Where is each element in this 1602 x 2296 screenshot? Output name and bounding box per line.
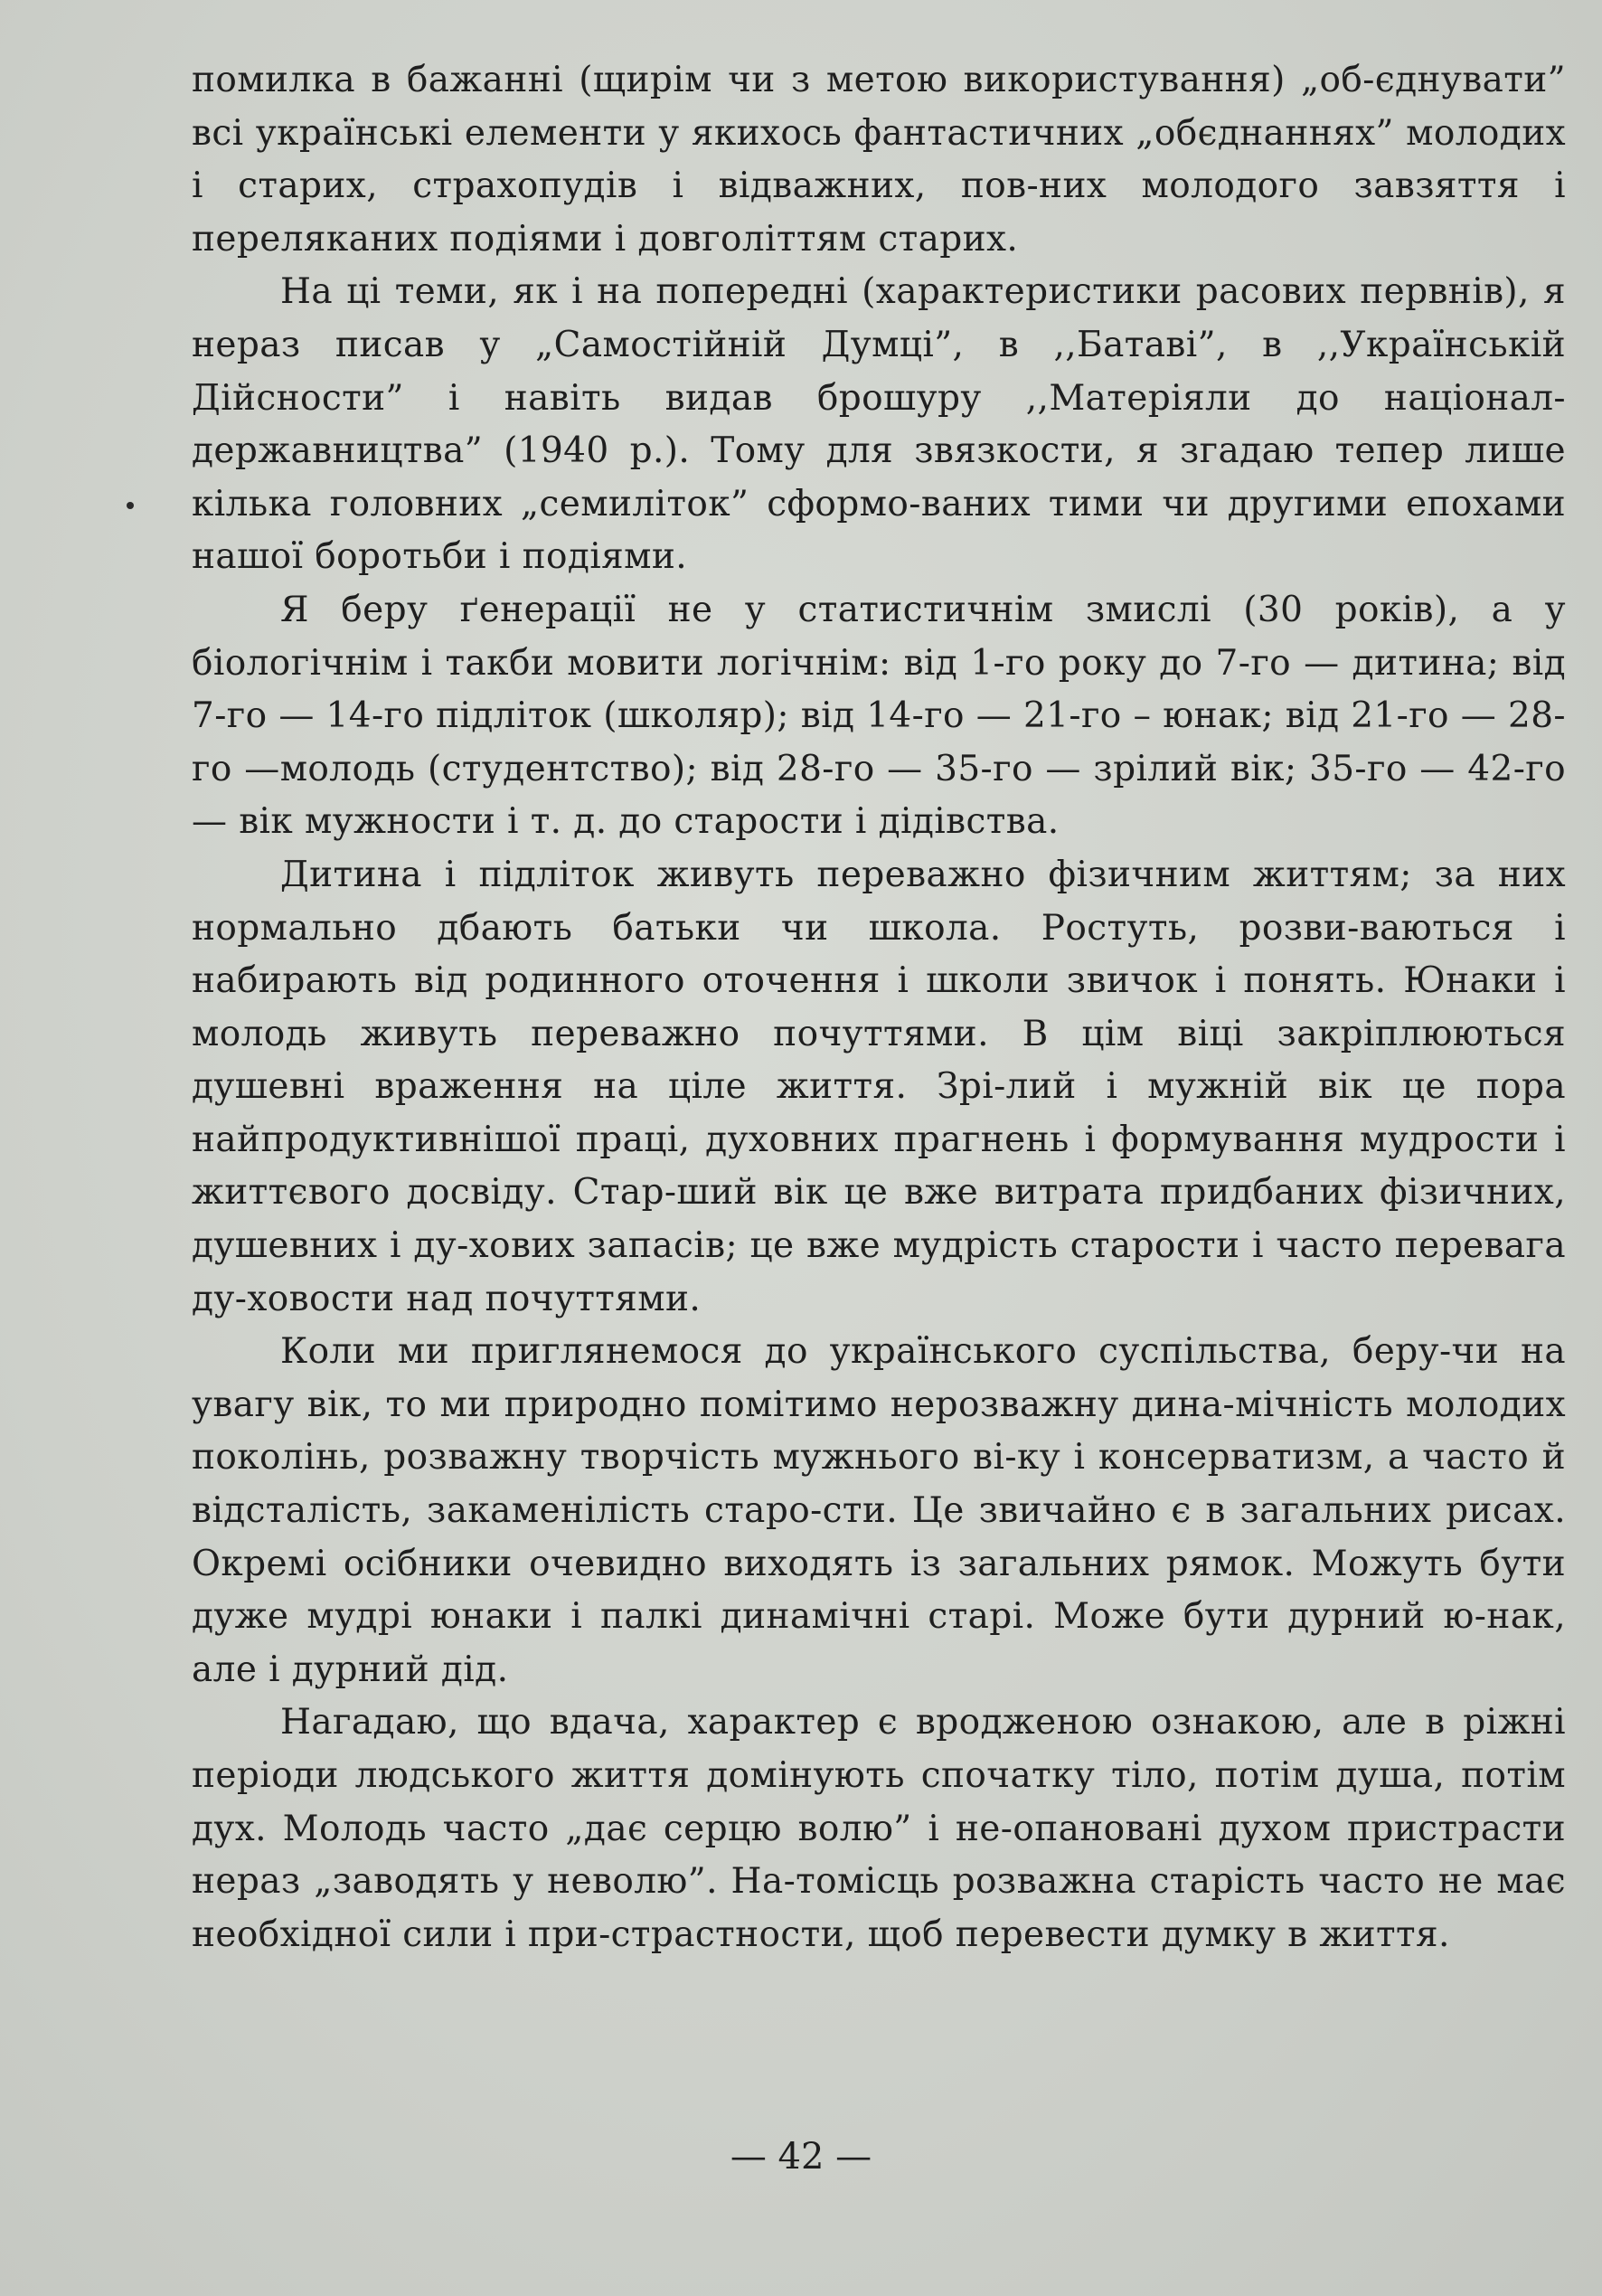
margin-mark bbox=[127, 502, 134, 509]
paragraph-3: Я беру ґенерації не у статистичнім змислі (30 років), а у біологічнім і такби мовити логічнім: від 1-го року до 7-го — дитина; від 7-го — 14-го підліток (школяр); від 14-го — 21-го – юнак; від 21-го — 28-го —молодь (студентство); від 28-го — 35-го — зрілий вік; 35-го — 42-го — вік мужности і т. д. до старости і дідівства. bbox=[192, 589, 1566, 843]
paragraph-4: Дитина і підліток живуть переважно фізичним життям; за них нормально дбають батьки чи школа. Ростуть, розви-ваються і набирають від родинного оточення і школи звичок і понять. Юнаки і молодь живуть переважно почуттями. В цім віці закріплюються душевні враження на ціле життя. Зрі-лий і мужній вік це пора найпродуктивнішої праці, духовних прагнень і формування мудрости і життєвого досвіду. Стар-ший вік це вже витрата придбаних фізичних, душевних і ду-хових запасів; це вже мудрість старости і часто перевага ду-ховости над почуттями. bbox=[192, 854, 1566, 1319]
page-number: — 42 — bbox=[730, 2136, 872, 2178]
paragraph-5: Коли ми приглянемося до українського суспільства, беру-чи на увагу вік, то ми природно помітимо нерозважну дина-мічність молодих поколінь, розважну творчість мужнього ві-ку і консерватизм, а часто й відсталість, закаменілість старо-сти. Це звичайно є в загальних рисах. Окремі осібники очевидно виходять із загальних рямок. Можуть бути дуже мудрі юнаки і палкі динамічні старі. Може бути дурний ю-нак, але і дурний дід. bbox=[192, 1331, 1566, 1690]
page-body-text bbox=[192, 54, 1566, 1961]
paragraph-2: На ці теми, як і на попередні (характеристики расових первнів), я нераз писав у „Самостійній Думці”, в ,,Батаві”, в ,,Українській Дійсности” і навіть видав брошуру ,,Матеріяли до націонал-державництва” (1940 р.). Тому для звязкости, я згадаю тепер лише кілька головних „семиліток” сформо-ваних тими чи другими епохами нашої боротьби і подіями. bbox=[192, 271, 1566, 578]
paragraph-6: Нагадаю, що вдача, характер є вродженою ознакою, але в ріжні періоди людського життя домінують спочатку тіло, потім душа, потім дух. Молодь часто „дає серцю волю” і не-опановані духом пристрасти нераз „заводять у неволю”. На-томісць розважна старість часто не має необхідної сили і при-страстности, щоб перевести думку в життя. bbox=[192, 1702, 1566, 1955]
paragraph-1: помилка в бажанні (щирім чи з метою використування) „об-єднувати” всі українські елементи у якихось фантастичних „обєднаннях” молодих і старих, страхопудів і відважних, пов-них молодого завзяття і переляканих подіями і довголіттям старих. bbox=[192, 60, 1566, 260]
